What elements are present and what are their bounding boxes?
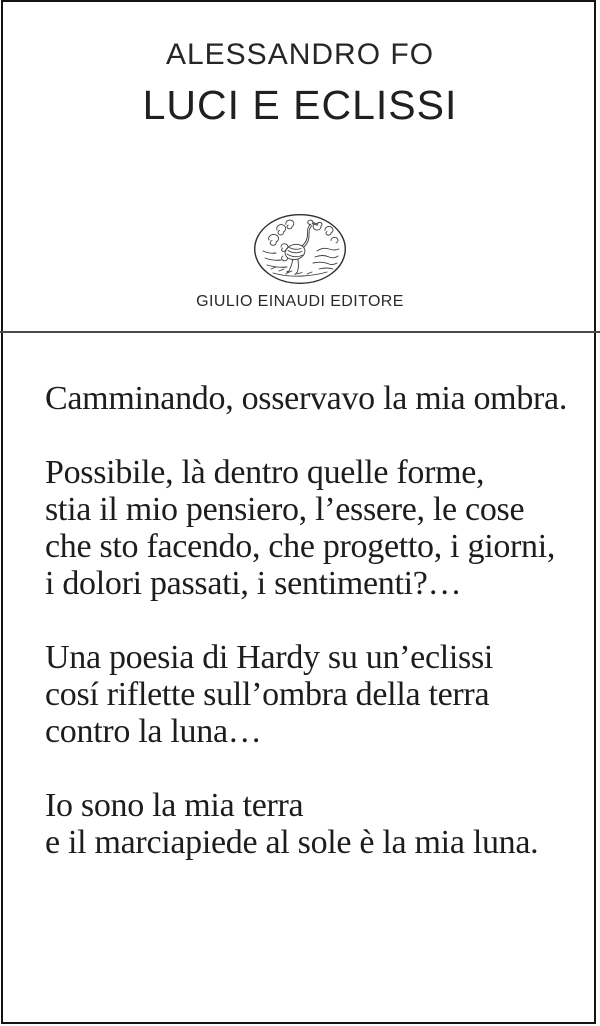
poem-line: Possibile, là dentro quelle forme, [45, 454, 485, 491]
book-title: LUCI E ECLISSI [142, 82, 458, 128]
poem-line: stia il mio pensiero, l’essere, le cose [45, 491, 525, 528]
poem-line: cosí riflette sull’ombra della terra [45, 676, 490, 713]
poem-line: Una poesia di Hardy su un’eclissi [45, 639, 494, 676]
poem-line: che sto facendo, che progetto, i giorni, [45, 528, 556, 565]
poem-line: e il marciapiede al sole è la mia luna. [45, 824, 539, 861]
poem [45, 380, 582, 898]
poem-line: contro la luna… [45, 713, 262, 750]
poem-stanza [45, 380, 582, 417]
poem-line: Io sono la mia terra [45, 787, 304, 824]
publisher-name: GIULIO EINAUDI EDITORE [196, 293, 404, 310]
poem-line: i dolori passati, i sentimenti?… [45, 565, 462, 602]
author-name: ALESSANDRO FO [165, 38, 435, 71]
poem-stanza [45, 639, 582, 750]
divider-rule [0, 331, 600, 333]
ostrich-emblem-icon [253, 272, 347, 289]
poem-line: Camminando, osservavo la mia ombra. [45, 380, 568, 417]
publisher-logo [0, 213, 600, 285]
poem-stanza [45, 454, 582, 602]
poem-stanza [45, 787, 582, 861]
